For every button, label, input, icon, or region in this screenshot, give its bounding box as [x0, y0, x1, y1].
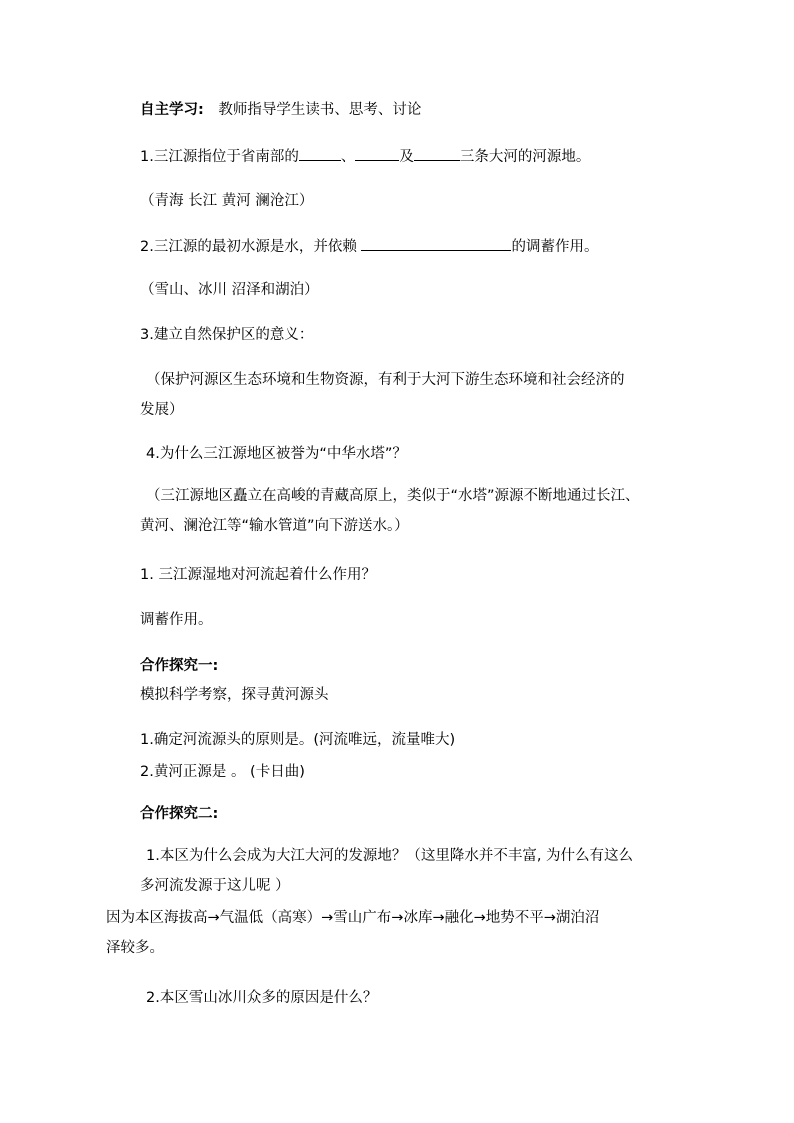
- question-4: 4.为什么三江源地区被誉为“中华水塔”？: [146, 446, 407, 462]
- coop-2-item-1-line2: 多河流发源于这儿呢 ）: [140, 878, 290, 894]
- coop-1-subtitle: 模拟科学考察，探寻黄河源头: [140, 687, 329, 703]
- question-4-answer-line1: （三江源地区矗立在高峻的青藏高原上，类似于“水塔”源源不断地通过长江、: [146, 488, 640, 504]
- coop-2-item-2: 2.本区雪山冰川众多的原因是什么？: [146, 990, 378, 1006]
- question-1: [140, 146, 590, 167]
- question-2: [140, 236, 598, 257]
- self-study-line: [140, 100, 421, 120]
- question-3: 3.建立自然保护区的意义：: [140, 327, 314, 343]
- self-study-text: 教师指导学生读书、思考、讨论: [218, 102, 422, 118]
- coop-2-item-1-line1: 1.本区为什么会成为大江大河的发源地？（这里降水并不丰富, 为什么有这么: [146, 848, 634, 864]
- coop-1-item-2: 2.黄河正源是 。 (卡日曲): [140, 764, 305, 780]
- coop-1-heading: 合作探究一:: [140, 658, 219, 674]
- self-study-label: 自主学习:: [140, 102, 204, 118]
- question-1-text-b: 三条大河的河源地。: [459, 149, 591, 165]
- answer-blank: [361, 236, 511, 251]
- question-3-answer-line2: 发展）: [140, 402, 184, 418]
- coop-2-heading: 合作探究二:: [140, 806, 219, 822]
- question-5-answer: 调蓄作用。: [140, 612, 213, 628]
- answer-blank: [299, 146, 341, 161]
- question-1-answer: （青海 长江 黄河 澜沧江）: [140, 193, 314, 209]
- question-2-text-b: 的调蓄作用。: [511, 239, 599, 255]
- question-1-sep2: 及: [399, 149, 414, 165]
- answer-blank: [355, 146, 399, 161]
- question-5: 1. 三江源湿地对河流起着什么作用？: [140, 567, 376, 583]
- coop-2-answer-line2: 泽较多。: [106, 940, 164, 956]
- coop-2-answer-line1: 因为本区海拔高→气温低（高寒）→雪山广布→冰库→融化→地势不平→湖泊沼: [106, 910, 600, 926]
- answer-blank: [414, 146, 460, 161]
- question-1-sep1: 、: [340, 149, 356, 165]
- question-2-text-a: 2.三江源的最初水源是水，并依赖: [140, 239, 362, 255]
- question-3-answer-line1: （保护河源区生态环境和生物资源，有利于大河下游生态环境和社会经济的: [146, 372, 625, 388]
- question-1-text-a: 1.三江源指位于省南部的: [140, 149, 299, 165]
- question-4-answer-line2: 黄河、澜沧江等“输水管道”向下游送水。）: [140, 518, 409, 534]
- coop-1-item-1: 1.确定河流源头的原则是。(河流唯远，流量唯大): [140, 732, 456, 748]
- question-2-answer: （雪山、冰川 沼泽和湖泊）: [140, 282, 319, 298]
